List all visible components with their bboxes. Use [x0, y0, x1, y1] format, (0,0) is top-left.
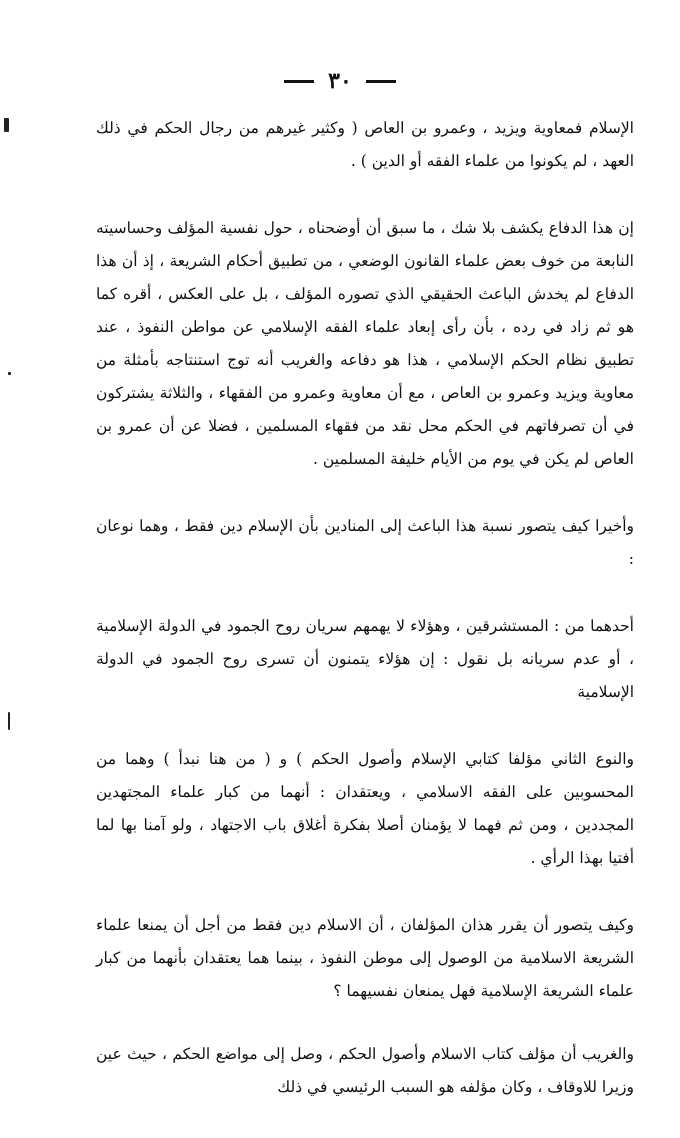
- scan-margin-mark: [8, 712, 10, 730]
- paragraph-2: إن هذا الدفاع يكشف بلا شك ، ما سبق أن أوضحناه ، حول نفسية المؤلف وحساسيته النابعة من خوف بعض علماء القانون الوضعي ، من تطبيق أحكام الشريعة ، إذ أن هذا الدفاع لم يخدش الباعث الحقيقي الذي تصوره المؤلف ، بل على العكس ، أقره كما هو ثم زاد في رده ، بأن رأى إبعاد علماء الفقه الإسلامي عن مواطن النفوذ ، عند تطبيق نظام الحكم الإسلامي ، هذا هو دفاعه والغريب أنه توج استنتاجه بأمثلة من معاوية ويزيد وعمرو بن العاص ، مع أن معاوية وعمرو من الفقهاء ، والثلاثة يشتركون في أن تصرفاتهم في الحكم محل نقد من فقهاء المسلمين ، فضلا عن أن عمرو بن العاص لم يكن في يوم من الأيام خليفة المسلمين .: [96, 219, 634, 468]
- paragraph-3: وأخيرا كيف يتصور نسبة هذا الباعث إلى المنادين بأن الإسلام دين فقط ، وهما نوعان :: [96, 517, 634, 568]
- page-header: [0, 66, 680, 96]
- paragraph-6: وكيف يتصور أن يقرر هذان المؤلفان ، أن الاسلام دين فقط من أجل أن يمنعا علماء الشريعة الاسلامية من الوصول إلى موطن النفوذ ، بينما هما يعتقدان بأنهما من كبار علماء الشريعة الإسلامية فهل يمنعان نفسيهما ؟: [96, 916, 634, 1000]
- scan-margin-mark: [8, 372, 11, 375]
- header-dash-right: [366, 80, 396, 83]
- header-dash-left: [284, 80, 314, 83]
- page-body: [96, 112, 634, 1138]
- paragraph-4: أحدهما من : المستشرقين ، وهؤلاء لا يهمهم سريان روح الجمود في الدولة الإسلامية ، أو عدم سريانه بل نقول : إن هؤلاء يتمنون أن تسرى روح الجمود في الدولة الإسلامية: [96, 617, 634, 701]
- paragraph-5: والنوع الثاني مؤلفا كتابي الإسلام وأصول الحكم ) و ( من هنا نبدأ ) وهما من المحسوبين على الفقه الاسلامي ، ويعتقدان : أنهما من كبار علماء المجتهدين المجددين ، ومن ثم فهما لا يؤمنان أصلا بفكرة أغلاق باب الاجتهاد ، ولو آمنا بها لما أفتيا بهذا الرأي .: [96, 750, 634, 867]
- paragraph-1: الإسلام فمعاوية ويزيد ، وعمرو بن العاص ( وكثير غيرهم من رجال الحكم في ذلك العهد ، لم يكونوا من علماء الفقه أو الدين ) .: [96, 119, 634, 170]
- page-number: ٣٠: [328, 68, 352, 94]
- paragraph-7: والغريب أن مؤلف كتاب الاسلام وأصول الحكم ، وصل إلى مواضع الحكم ، حيث عين وزيرا للاوقاف ، وكان مؤلفه هو السبب الرئيسي في ذلك: [96, 1045, 634, 1096]
- scan-margin-mark: [4, 118, 9, 132]
